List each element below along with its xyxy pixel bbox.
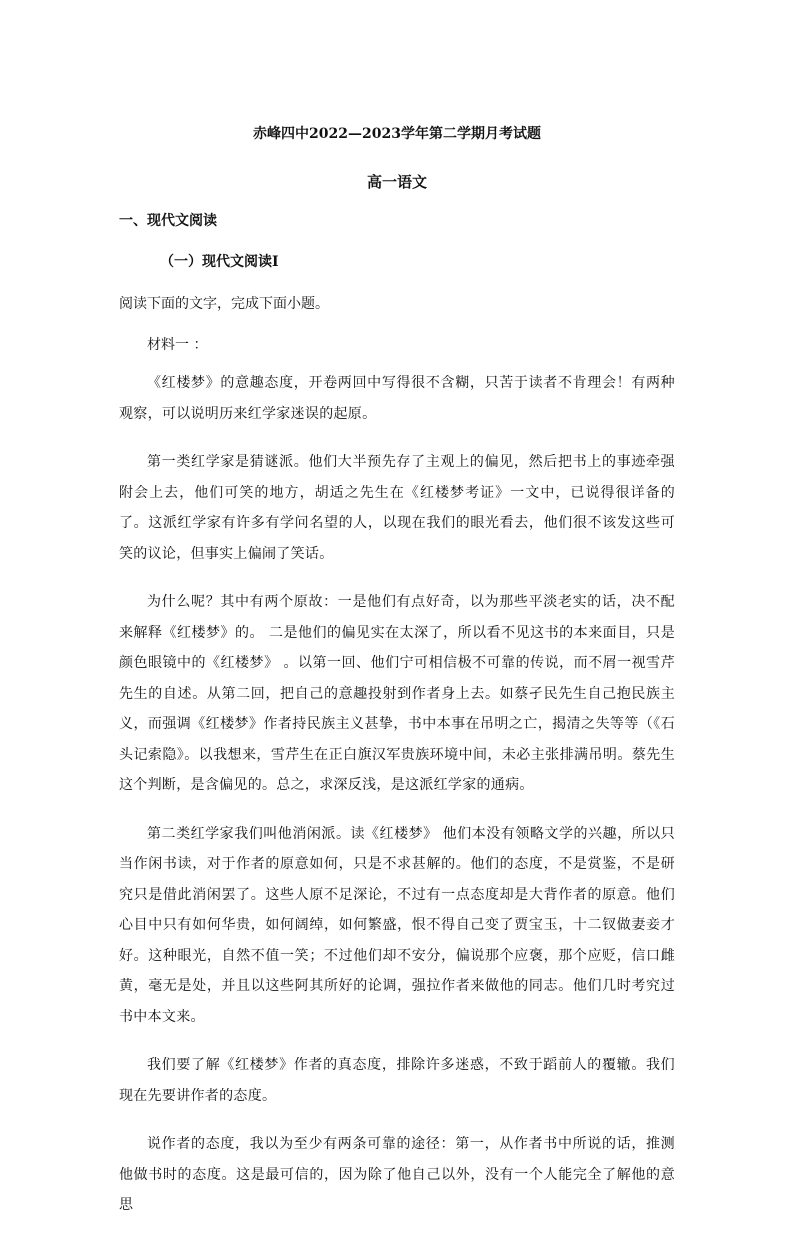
paragraph-5: 我们要了解《红楼梦》作者的真态度，排除许多迷惑，不致于蹈前人的覆辙。我们现在先要讲作者的态度。	[119, 1057, 675, 1104]
paragraph-6: 说作者的态度，我以为至少有两条可靠的途径：第一，从作者书中所说的话，推测他做书时的态度。这是最可信的，因为除了他自己以外，没有一个人能完全了解他的意思	[119, 1136, 675, 1213]
paragraph-4: 第二类红学家我们叫他消闲派。读《红楼梦》 他们本没有领略文学的兴趣，所以只当作闲书读，对于作者的原意如何，只是不求甚解的。他们的态度，不是赏鉴，不是研究只是借此消闲罢了。这些人原不足深论，不过有一点态度却是大背作者的原意。他们心目中只有如何华贵，如何阔绰，如何繁盛，恨不得自己变了贾宝玉，十二钗做妻妾才好。这种眼光，自然不值一笑；不过他们却不安分，偏说那个应褒，那个应贬，信口雌黄，毫无是处，并且以这些阿其所好的论调，强拉作者来做他的同志。他们几时考究过书中本文来。	[119, 825, 675, 1025]
passage-body	[119, 368, 675, 1239]
exam-title: 赤峰四中2022—2023学年第二学期月考试题	[253, 126, 541, 142]
reading-instruction: 阅读下面的文字，完成下面小题。	[119, 296, 329, 312]
subject-title: 高一语文	[366, 173, 427, 191]
section-heading: 一、现代文阅读	[119, 213, 217, 229]
material-label: 材料一 ：	[147, 337, 208, 353]
paragraph-2: 第一类红学家是猜谜派。他们大半预先存了主观上的偏见，然后把书上的事迹牵强附会上去，他们可笑的地方，胡适之先生在《红楼梦考证》一文中，已说得很详备的了。这派红学家有许多有学问名望的人，以现在我们的眼光看去，他们很不该发这些可笑的议论，但事实上偏闹了笑话。	[119, 454, 675, 562]
subsection-heading: （一）现代文阅读Ⅰ	[160, 254, 279, 270]
paragraph-1: 《红楼梦》的意趣态度，开卷两回中写得很不含糊，只苦于读者不肯理会！有两种观察，可以说明历来红学家迷误的起原。	[119, 375, 675, 422]
paragraph-3: 为什么呢？其中有两个原故：一是他们有点好奇，以为那些平淡老实的话，决不配来解释《红楼梦》的。 二是他们的偏见实在太深了，所以看不见这书的本来面目，只是颜色眼镜中的《红楼梦》 。以第一回、他们宁可相信极不可靠的传说，而不屑一视雪芹先生的自述。从第二回，把自己的意趣投射到作者身上去。如蔡孑民先生自己抱民族主义，而强调《红楼梦》作者持民族主义甚挚，书中本事在吊明之亡，揭清之失等等（《石头记索隐》。以我想来，雪芹生在正白旗汉军贵族环境中间，未必主张排满吊明。蔡先生这个判断，是含偏见的。总之，求深反浅，是这派红学家的通病。	[119, 594, 675, 793]
